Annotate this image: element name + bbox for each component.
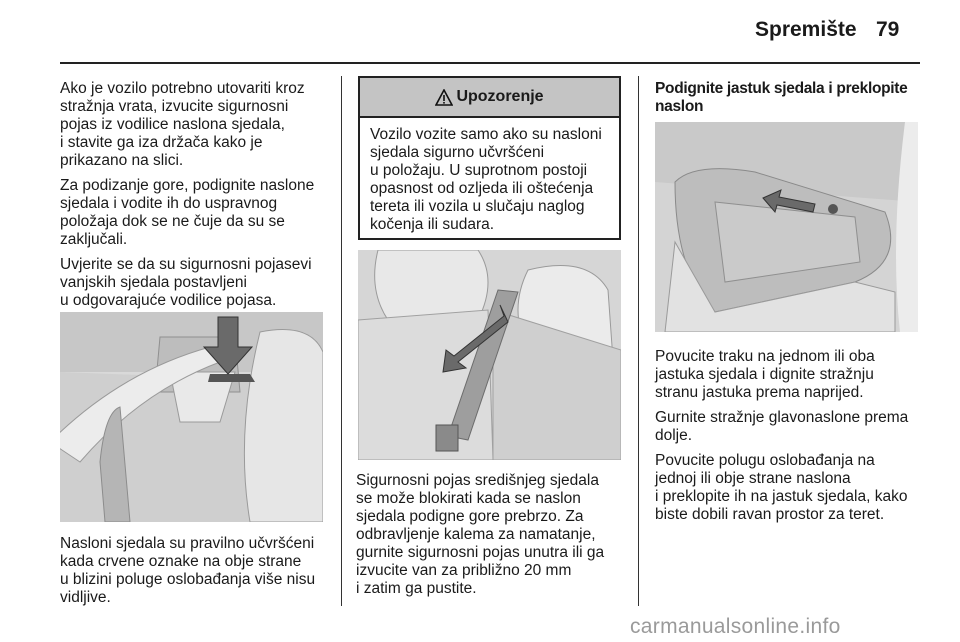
warning-triangle-icon (435, 89, 453, 106)
seat-cushion-illustration (655, 122, 918, 332)
warning-header (360, 78, 619, 118)
paragraph: Povucite traku na jednom ili oba jastuka sjedala i dignite stražnju stranu jastuka prema naprijed. (655, 348, 875, 401)
center-belt-illustration (358, 250, 621, 460)
warning-title: Upozorenje (456, 88, 544, 105)
paragraph: Nasloni sjedala su pravilno učvršćeni kada crvene oznake na obje strane u blizini poluge oslobađanja više nisu vidljive. (60, 535, 316, 606)
section-heading: Podignite jastuk sjedala i preklopite naslon (655, 80, 908, 115)
column-divider-left (341, 76, 342, 606)
warning-text: Vozilo vozite samo ako su nasloni sjedala sigurno učvršćeni u položaju. U suprotnom postoji opasnost od ozljeda ili oštećenja tereta ili vozila u slučaju naglog kočenja ili sudara. (370, 126, 602, 233)
page-number: 79 (876, 18, 900, 41)
belt-guide-illustration (60, 312, 323, 522)
paragraph: Ako je vozilo potrebno utovariti kroz stražnja vrata, izvucite sigurnosni pojas iz vodilice naslona sjedala, i stavite ga iza držača kako je prikazano na slici. (60, 80, 305, 169)
paragraph: Uvjerite se da su sigurnosni pojasevi vanjskih sjedala postavljeni u odgovarajuće vodilice pojasa. (60, 256, 312, 309)
column-1 (60, 80, 328, 317)
header-rule (60, 62, 920, 64)
warning-box (358, 76, 621, 240)
paragraph: Sigurnosni pojas središnjeg sjedala se može blokirati kada se naslon sjedala podigne gore prebrzo. Za odbravljenje kalema za namatanje, gurnite sigurnosni pojas unutra ili ga izvucite van za približno 20 mm i zatim ga pustite. (356, 472, 605, 597)
paragraph: Povucite polugu oslobađanja na jednoj ili obje strane naslona i preklopite ih na jastuk sjedala, kako biste dobili ravan prostor za teret. (655, 452, 908, 523)
column-2-text (356, 472, 622, 605)
watermark: carmanualsonline.info (630, 615, 841, 638)
column-1-lower (60, 535, 328, 614)
paragraph: Gurnite stražnje glavonaslone prema dolje. (655, 409, 909, 444)
column-3-text (655, 348, 923, 531)
paragraph: Za podizanje gore, podignite naslone sjedala i vodite ih do uspravnog položaja dok se ne čuje da su se zaključali. (60, 177, 315, 248)
column-divider-right (638, 76, 639, 606)
page-title: Spremište (755, 18, 857, 41)
